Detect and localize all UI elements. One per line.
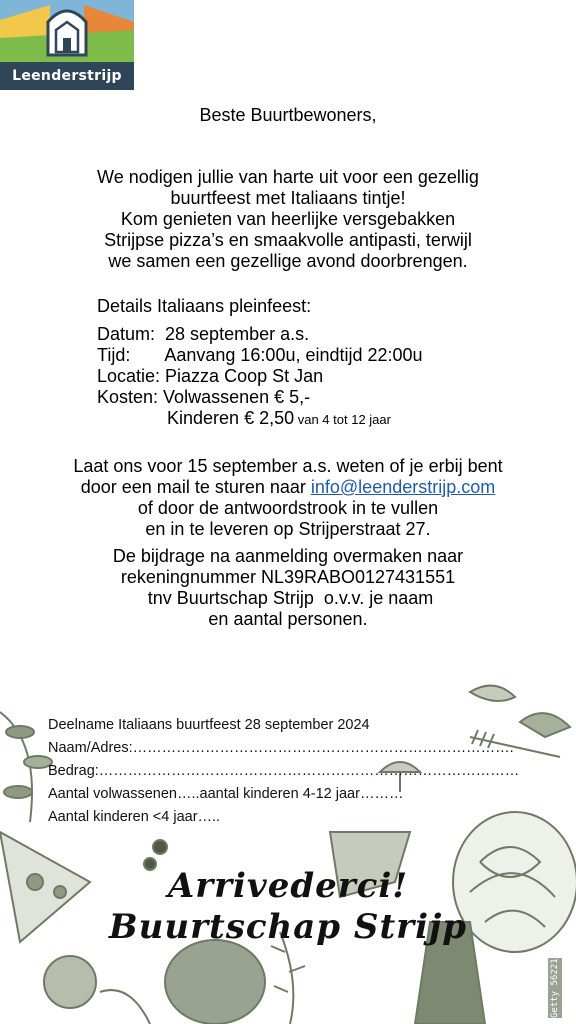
details-title: Details Italiaans pleinfeest: (97, 296, 312, 316)
rsvp-mail-prefix: door een mail te sturen naar (80, 477, 311, 497)
payment-line: De bijdrage na aanmelding overmaken naar (112, 546, 464, 566)
greeting: Beste Buurtbewoners, (199, 105, 377, 125)
payment-line: rekeningnummer NL39RABO0127431551 (120, 567, 456, 587)
details-children-cost (97, 408, 423, 430)
registration-slip (48, 714, 518, 829)
rsvp-line: Laat ons voor 15 september a.s. weten of je erbij bent (73, 456, 503, 476)
intro-line: we samen een gezellige avond doorbrengen. (108, 251, 468, 271)
email-link[interactable]: info@leenderstrijp.com (310, 477, 496, 497)
intro-paragraph (0, 167, 576, 272)
details-date: Datum: 28 september a.s. (97, 324, 310, 344)
image-id-stamp: Getty 56221 (550, 958, 560, 1018)
slip-adults-children-field: Aantal volwassenen…..aantal kinderen 4-12 jaar……… (48, 786, 404, 802)
slip-name-address-field: Naam/Adres:……………………………………………………………………. (48, 740, 514, 756)
intro-line: Strijpse pizza’s en smaakvolle antipasti, terwijl (104, 230, 472, 250)
payment-paragraph (0, 546, 576, 630)
rsvp-paragraph (0, 456, 576, 540)
details-location: Locatie: Piazza Coop St Jan (97, 366, 324, 386)
intro-line: buurtfeest met Italiaans tintje! (170, 188, 406, 208)
farewell-line-2: Buurtschap Strijp (108, 907, 468, 947)
children-price: Kinderen € 2,50 (97, 408, 295, 428)
leenderstrijp-logo (0, 0, 134, 90)
rsvp-line: en in te leveren op Strijperstraat 27. (145, 519, 431, 539)
rsvp-line (0, 477, 576, 498)
details-time: Tijd: Aanvang 16:00u, eindtijd 22:00u (97, 345, 423, 365)
intro-line: We nodigen jullie van harte uit voor een gezellig (97, 167, 479, 187)
payment-line: en aantal personen. (208, 609, 368, 629)
slip-young-children-field: Aantal kinderen <4 jaar….. (48, 809, 221, 825)
rsvp-line: of door de antwoordstrook in te vullen (137, 498, 439, 518)
details-list (97, 324, 423, 430)
slip-amount-field: Bedrag:…………………………………………………………………………… (48, 763, 520, 779)
farewell-line-1: Arrivederci! (167, 866, 409, 906)
details-costs: Kosten: Volwassenen € 5,- (97, 387, 311, 407)
intro-line: Kom genieten van heerlijke versgebakken (120, 209, 456, 229)
slip-title: Deelname Italiaans buurtfeest 28 september 2024 (48, 717, 370, 733)
payment-line: tnv Buurtschap Strijp o.v.v. je naam (142, 588, 434, 608)
logo-text: Leenderstrijp (12, 68, 122, 84)
children-age-note: van 4 tot 12 jaar (294, 412, 391, 427)
